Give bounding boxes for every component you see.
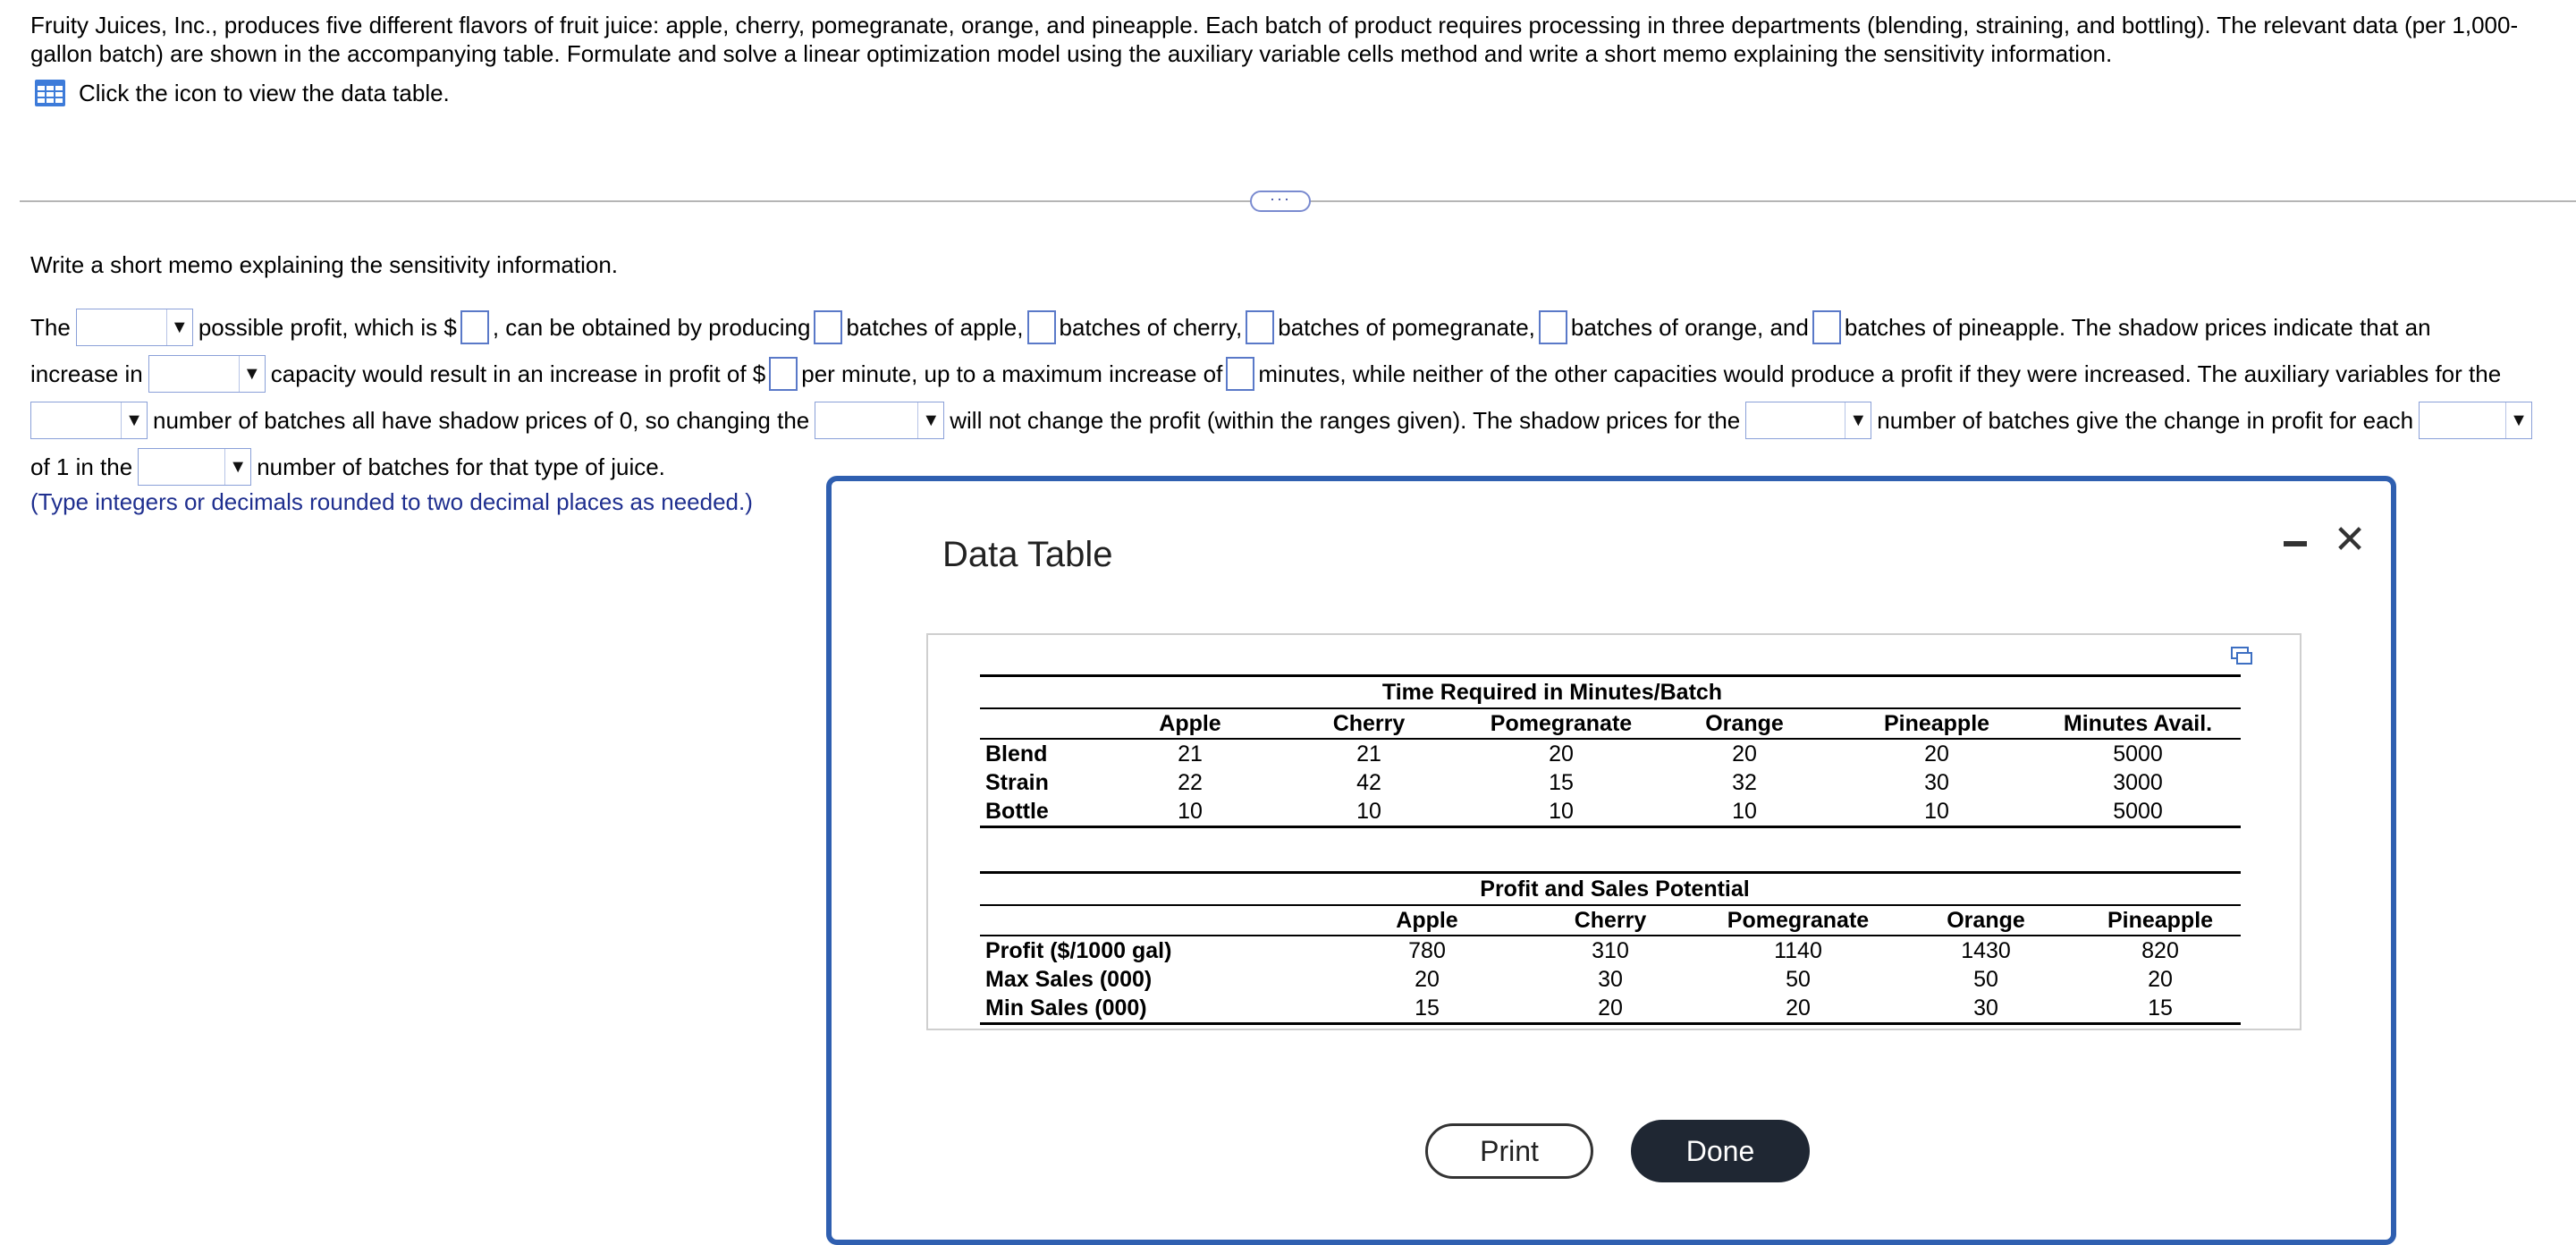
dropdown-arrow-icon[interactable]: ▼: [917, 402, 943, 438]
table-cell: 10: [1114, 797, 1266, 827]
dropdown-arrow-icon[interactable]: ▼: [166, 309, 192, 345]
close-icon[interactable]: ✕: [2333, 518, 2367, 562]
table-cell: 10: [1472, 797, 1651, 827]
memo-line-1: [30, 304, 2552, 351]
changing-dropdown[interactable]: [815, 402, 944, 439]
print-button[interactable]: Print: [1425, 1123, 1593, 1179]
memo-text: batches of pomegranate,: [1278, 313, 1535, 341]
table-cell: 1430: [1961, 938, 2011, 963]
table-icon[interactable]: [34, 79, 66, 107]
time-group-header: Time Required in Minutes/Batch: [1266, 677, 1838, 708]
row-label: Min Sales (000): [980, 994, 1248, 1024]
max-increase-input[interactable]: [1226, 357, 1254, 391]
table-cell: 20: [1732, 741, 1757, 766]
dropdown-arrow-icon[interactable]: ▼: [2505, 402, 2531, 438]
table-cell: 42: [1356, 770, 1381, 795]
done-button[interactable]: Done: [1631, 1120, 1810, 1182]
min-max-batches-dropdown[interactable]: [1745, 402, 1871, 439]
table-cell: 5000: [2035, 797, 2241, 827]
table-cell: 3000: [2113, 770, 2163, 795]
table-row: [980, 768, 2241, 797]
table-cell: [1248, 965, 1338, 994]
min-max-juice-dropdown[interactable]: [138, 448, 251, 486]
table-cell: 20: [1415, 967, 1440, 992]
expand-ellipsis-button[interactable]: ···: [1250, 191, 1311, 212]
dropdown-arrow-icon[interactable]: ▼: [121, 402, 147, 438]
table-cell: 50: [1786, 967, 1811, 992]
table-cell: 15: [1549, 770, 1574, 795]
memo-text: batches of cherry,: [1059, 313, 1243, 341]
memo-text: minutes, while neither of the other capacities would produce a profit if they were increased. The auxiliary variables for the: [1258, 360, 2502, 387]
row-label: Max Sales (000): [985, 967, 1153, 992]
table-cell: 780: [1408, 938, 1446, 963]
close-button[interactable]: [2330, 518, 2369, 562]
table-cell: 310: [1592, 938, 1629, 963]
table-cell: 20: [2148, 967, 2173, 992]
table-cell: 22: [1178, 770, 1203, 795]
table-cell: 50: [1973, 967, 1998, 992]
popout-icon[interactable]: [2230, 646, 2253, 665]
input-hint: (Type integers or decimals rounded to two decimal places as needed.): [30, 488, 753, 515]
memo-text: increase in: [30, 360, 143, 387]
table-cell: 20: [1549, 741, 1574, 766]
orange-batches-input[interactable]: [1539, 310, 1567, 344]
memo-text: per minute, up to a maximum increase of: [801, 360, 1223, 387]
problem-statement: Fruity Juices, Inc., produces five different flavors of fruit juice: apple, cherry, pomegranate, orange, and pineapple. Each batch of product requires processing in three departments (blending, straining, and bottling). The relevant data (per 1,000-gallon batch) are shown in the accompanying table. Formulate and solve a linear optimization model using the auxiliary variable cells method and write a short memo explaining the sensitivity information.: [30, 12, 2519, 67]
dropdown-arrow-icon[interactable]: ▼: [1845, 402, 1871, 438]
memo-text: , can be obtained by producing: [492, 313, 811, 341]
table-row: [980, 797, 2241, 827]
shadow-price-input[interactable]: [769, 357, 798, 391]
row-label: Profit ($/1000 gal): [985, 938, 1172, 963]
memo-prompt: Write a short memo explaining the sensitivity information.: [30, 251, 619, 278]
minimize-icon[interactable]: [2284, 541, 2307, 546]
pomegranate-batches-input[interactable]: [1246, 310, 1274, 344]
memo-line-2: [30, 351, 2552, 397]
profit-input[interactable]: [460, 310, 489, 344]
table-cell: 10: [1651, 797, 1838, 827]
column-header: [980, 708, 1114, 739]
cherry-batches-input[interactable]: [1027, 310, 1056, 344]
max-min-batches-dropdown[interactable]: [30, 402, 148, 439]
pineapple-batches-input[interactable]: [1812, 310, 1841, 344]
table-cell: 5000: [2113, 741, 2163, 766]
column-header: Cherry: [1266, 708, 1472, 739]
memo-text: batches of orange, and: [1570, 313, 1809, 341]
column-header: Cherry: [1516, 905, 1704, 936]
memo-text: The: [30, 313, 71, 341]
table-cell: 21: [1356, 741, 1381, 766]
table-row: [980, 936, 2241, 965]
column-header: Minutes Avail.: [2035, 708, 2241, 739]
memo-text: capacity would result in an increase in profit of $: [270, 360, 766, 387]
memo-text: batches of apple,: [846, 313, 1024, 341]
table-cell: 30: [1924, 770, 1949, 795]
department-dropdown[interactable]: [148, 355, 266, 393]
column-header: Pomegranate: [1472, 708, 1651, 739]
table-cell: 21: [1178, 741, 1203, 766]
column-header: [1248, 905, 1338, 936]
row-label: Blend: [985, 741, 1048, 766]
table-cell: 15: [1338, 994, 1516, 1024]
table-cell: 10: [1266, 797, 1472, 827]
data-table-panel: [926, 633, 2302, 1030]
memo-text: number of batches for that type of juice.: [257, 453, 665, 480]
memo-text: number of batches all have shadow prices of 0, so changing the: [153, 406, 810, 434]
table-cell: 15: [2080, 994, 2241, 1024]
table-cell: 20: [1516, 994, 1704, 1024]
memo-text: of 1 in the: [30, 453, 133, 480]
profit-group-header: Profit and Sales Potential: [1338, 874, 1892, 905]
apple-batches-input[interactable]: [814, 310, 842, 344]
column-header: Apple: [1114, 708, 1266, 739]
dropdown-arrow-icon[interactable]: ▼: [239, 356, 265, 392]
column-header: Orange: [1892, 905, 2080, 936]
table-cell: 30: [1598, 967, 1623, 992]
profit-sales-table: [980, 871, 2241, 1025]
table-cell: 32: [1732, 770, 1757, 795]
table-cell: [1248, 936, 1338, 965]
dropdown-arrow-icon[interactable]: ▼: [224, 449, 250, 485]
table-row: [980, 965, 2241, 994]
data-table-modal: [826, 476, 2396, 1245]
row-label: Strain: [985, 770, 1049, 795]
minimize-button[interactable]: [2282, 529, 2309, 558]
column-header: Pineapple: [1838, 708, 2035, 739]
column-header: Apple: [1338, 905, 1516, 936]
memo-answer-area: [30, 304, 2552, 490]
table-row: [980, 994, 2241, 1024]
unit-change-dropdown[interactable]: [2419, 402, 2532, 439]
column-header: Pineapple: [2080, 905, 2241, 936]
table-cell: 10: [1838, 797, 2035, 827]
row-label: Bottle: [980, 797, 1114, 827]
memo-text: batches of pineapple. The shadow prices indicate that an: [1844, 313, 2431, 341]
column-header: Pomegranate: [1704, 905, 1892, 936]
column-header: [980, 905, 1248, 936]
table-row: [980, 739, 2241, 768]
data-table-link[interactable]: [34, 79, 450, 107]
memo-text: will not change the profit (within the ranges given). The shadow prices for the: [950, 406, 1741, 434]
memo-line-3: [30, 397, 2552, 444]
modal-title: Data Table: [942, 535, 1113, 574]
data-link-text[interactable]: Click the icon to view the data table.: [79, 80, 450, 106]
table-cell: 20: [1924, 741, 1949, 766]
table-cell: 820: [2141, 938, 2179, 963]
column-header: Orange: [1651, 708, 1838, 739]
table-cell: 1140: [1774, 938, 1822, 963]
table-cell: 20: [1704, 994, 1892, 1024]
memo-text: possible profit, which is $: [198, 313, 457, 341]
memo-text: number of batches give the change in profit for each: [1877, 406, 2414, 434]
time-required-table: [980, 674, 2241, 828]
max-min-dropdown[interactable]: [76, 309, 193, 346]
table-cell: [1248, 994, 1338, 1024]
table-cell: 30: [1892, 994, 2080, 1024]
